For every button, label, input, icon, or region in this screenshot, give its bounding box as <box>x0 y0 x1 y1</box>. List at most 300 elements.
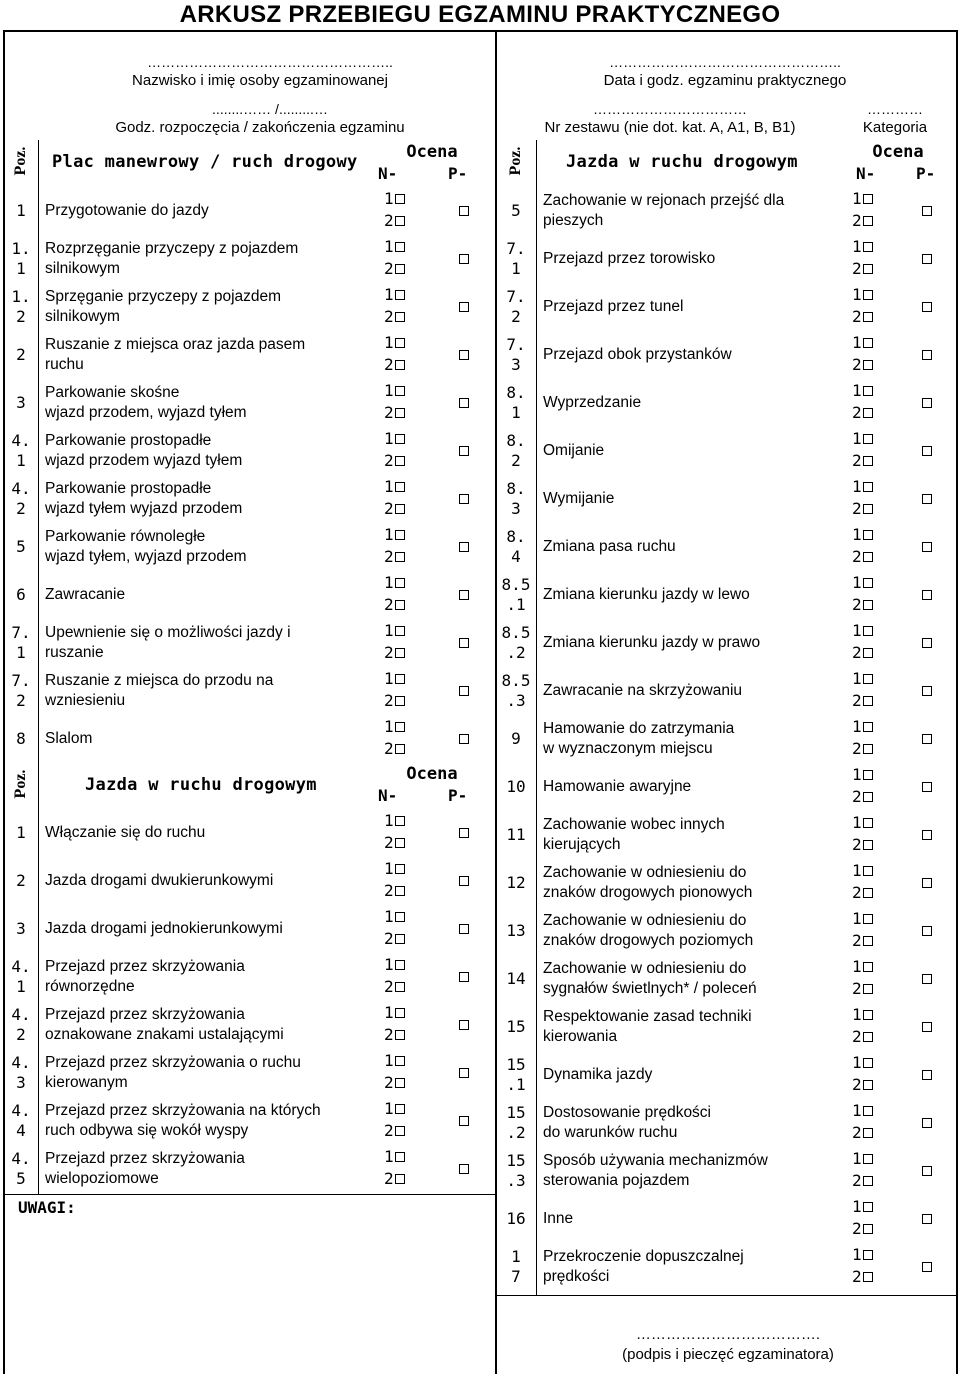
ruch-right-row-number: 8.5 .2 <box>501 623 531 662</box>
score-number: 2 <box>384 259 394 278</box>
ruch-right-n-score-1-checkbox[interactable] <box>852 1243 873 1267</box>
poz-header-left: Poz. <box>12 146 29 176</box>
ruch-right-n-score-1-checkbox[interactable] <box>852 859 873 883</box>
ruch-right-row-label: Przejazd przez tunel <box>543 298 684 315</box>
poz-header-left-lower: Poz. <box>12 769 29 799</box>
checkbox-square-icon[interactable] <box>863 552 873 562</box>
checkbox-square-icon[interactable] <box>863 866 873 876</box>
ruch-right-n-score-1-checkbox[interactable] <box>852 331 873 355</box>
plac-row-number: 4. 2 <box>11 479 31 518</box>
ruch-right-row-label: Inne <box>543 1210 574 1227</box>
ruch-right-row-label: Zachowanie w odniesieniu do znaków drogowych poziomych <box>543 912 754 949</box>
ruch-right-n-score-2-checkbox[interactable] <box>852 977 873 1001</box>
checkbox-square-icon[interactable] <box>863 194 873 204</box>
ruch-right-n-score-2-checkbox[interactable] <box>852 593 873 617</box>
ruch-left-row-label: Przejazd przez skrzyżowania na których ruch odbywa się wokół wyspy <box>45 1102 321 1139</box>
ruch-left-row-label: Jazda drogami dwukierunkowymi <box>45 872 274 889</box>
ruch-right-p-checkbox[interactable] <box>922 830 932 840</box>
category-label: Kategoria <box>862 119 928 136</box>
score-number: 1 <box>384 237 394 256</box>
ruch-right-p-checkbox[interactable] <box>922 398 932 408</box>
ruch-right-n-score-2-checkbox[interactable] <box>852 1217 873 1241</box>
ruch-right-n-score-1-checkbox[interactable] <box>852 475 873 499</box>
ruch-right-row <box>0 571 960 619</box>
n-header-ruch-left: N- <box>378 786 398 805</box>
score-number: 2 <box>852 211 862 230</box>
plac-row-number: 3 <box>16 393 26 412</box>
plac-row-number: 7. 2 <box>11 671 31 710</box>
ruch-right-p-checkbox[interactable] <box>922 1118 932 1128</box>
score-number: 2 <box>852 835 862 854</box>
score-number: 2 <box>852 1123 862 1142</box>
checkbox-square-icon[interactable] <box>863 482 873 492</box>
ruch-right-row-label: Hamowanie awaryjne <box>543 778 692 795</box>
uwagi-label: UWAGI: <box>18 1198 76 1217</box>
score-number: 1 <box>384 285 394 304</box>
checkbox-square-icon[interactable] <box>863 312 873 322</box>
score-number: 1 <box>852 909 862 928</box>
plac-row-number: 8 <box>16 729 26 748</box>
checkbox-square-icon[interactable] <box>863 914 873 924</box>
plac-row-number: 1 <box>16 201 26 220</box>
score-number: 2 <box>852 259 862 278</box>
score-number: 1 <box>384 1147 394 1166</box>
ruch-right-row-number: 1 7 <box>511 1247 521 1286</box>
ruch-right-p-checkbox[interactable] <box>922 926 932 936</box>
score-number: 1 <box>384 907 394 926</box>
checkbox-square-icon[interactable] <box>863 962 873 972</box>
checkbox-square-icon[interactable] <box>863 1058 873 1068</box>
p-header-right: P- <box>916 164 936 183</box>
score-number: 1 <box>852 429 862 448</box>
ruch-right-n-score-2-checkbox[interactable] <box>852 785 873 809</box>
score-number: 2 <box>852 499 862 518</box>
ruch-right-n-score-2-checkbox[interactable] <box>852 209 873 233</box>
score-number: 1 <box>384 955 394 974</box>
score-number: 1 <box>852 189 862 208</box>
ruch-right-p-checkbox[interactable] <box>922 254 932 264</box>
ruch-right-row-number: 8.5 .3 <box>501 671 531 710</box>
ruch-right-n-score-1-checkbox[interactable] <box>852 763 873 787</box>
checkbox-square-icon[interactable] <box>863 216 873 226</box>
ruch-right-row <box>0 715 960 763</box>
ruch-left-row-label: Przejazd przez skrzyżowania o ruchu kierowanym <box>45 1054 301 1091</box>
ruch-left-row-label: Przejazd przez skrzyżowania oznakowane znakami ustalającymi <box>45 1006 284 1043</box>
plac-row-label: Ruszanie z miejsca oraz jazda pasem ruchu <box>45 336 306 373</box>
checkbox-square-icon[interactable] <box>863 1128 873 1138</box>
score-number: 1 <box>384 1003 394 1022</box>
checkbox-square-icon[interactable] <box>863 888 873 898</box>
score-number: 1 <box>384 381 394 400</box>
ruch-right-n-score-1-checkbox[interactable] <box>852 1051 873 1075</box>
ruch-right-row-label: Zmiana kierunku jazdy w prawo <box>543 634 761 651</box>
ruch-right-p-checkbox[interactable] <box>922 542 932 552</box>
ruch-right-row-label: Sposób używania mechanizmów sterowania pojazdem <box>543 1152 768 1189</box>
score-number: 2 <box>852 883 862 902</box>
score-number: 1 <box>384 811 394 830</box>
ruch-left-row-label: Jazda drogami jednokierunkowymi <box>45 920 283 937</box>
plac-row-label: Slalom <box>45 730 93 747</box>
ruch-right-p-checkbox[interactable] <box>922 686 932 696</box>
ocena-header-plac: Ocena <box>406 142 458 162</box>
score-number: 2 <box>384 881 394 900</box>
ruch-right-n-score-1-checkbox[interactable] <box>852 283 873 307</box>
checkbox-square-icon[interactable] <box>863 1224 873 1234</box>
ruch-right-row <box>0 235 960 283</box>
checkbox-square-icon[interactable] <box>863 792 873 802</box>
ruch-right-n-score-1-checkbox[interactable] <box>852 427 873 451</box>
ruch-right-row-label: Respektowanie zasad techniki kierowania <box>543 1008 752 1045</box>
score-number: 2 <box>852 643 862 662</box>
checkbox-square-icon[interactable] <box>863 770 873 780</box>
score-number: 2 <box>384 403 394 422</box>
ruch-right-row <box>0 283 960 331</box>
score-number: 1 <box>384 429 394 448</box>
category-dots[interactable]: ………… <box>867 101 923 117</box>
ruch-left-row-label: Przejazd przez skrzyżowania wielopoziomowe <box>45 1150 245 1187</box>
checkbox-square-icon[interactable] <box>863 648 873 658</box>
ruch-left-row-label: Włączanie się do ruchu <box>45 824 206 841</box>
time-dots[interactable]: ........…… /.........… <box>212 101 328 117</box>
ruch-right-n-score-1-checkbox[interactable] <box>852 571 873 595</box>
score-number: 2 <box>852 403 862 422</box>
ruch-right-row <box>0 811 960 859</box>
score-number: 2 <box>384 977 394 996</box>
ruch-right-n-score-2-checkbox[interactable] <box>852 833 873 857</box>
plac-row-label: Parkowanie skośne wjazd przodem, wyjazd tyłem <box>45 384 247 421</box>
score-number: 2 <box>852 595 862 614</box>
ruch-right-p-checkbox[interactable] <box>922 782 932 792</box>
score-number: 1 <box>852 525 862 544</box>
ruch-right-row-number: 14 <box>506 969 526 988</box>
checkbox-square-icon[interactable] <box>863 1106 873 1116</box>
ruch-right-row <box>0 1195 960 1243</box>
ruch-right-row-number: 8. 4 <box>506 527 526 566</box>
ruch-right-p-checkbox[interactable] <box>922 1166 932 1176</box>
ruch-left-row-number: 4. 4 <box>11 1101 31 1140</box>
name-label: Nazwisko i imię osoby egzaminowanej <box>132 72 388 89</box>
ruch-right-p-checkbox[interactable] <box>922 302 932 312</box>
ruch-right-n-score-2-checkbox[interactable] <box>852 305 873 329</box>
set-label: Nr zestawu (nie dot. kat. A, A1, B, B1) <box>544 119 796 136</box>
score-number: 2 <box>852 1027 862 1046</box>
ruch-right-row <box>0 907 960 955</box>
ruch-right-row <box>0 1099 960 1147</box>
frame-top-border <box>3 30 958 32</box>
score-number: 1 <box>384 333 394 352</box>
ruch-right-n-score-2-checkbox[interactable] <box>852 1265 873 1289</box>
checkbox-square-icon[interactable] <box>863 408 873 418</box>
ruch-right-row-number: 13 <box>506 921 526 940</box>
plac-row-label: Parkowanie równoległe wjazd tyłem, wyjazd przodem <box>45 528 247 565</box>
score-number: 2 <box>384 739 394 758</box>
score-number: 1 <box>384 525 394 544</box>
plac-row-number: 2 <box>16 345 26 364</box>
checkbox-square-icon[interactable] <box>863 722 873 732</box>
score-number: 1 <box>852 1005 862 1024</box>
ruch-right-p-checkbox[interactable] <box>922 878 932 888</box>
ruch-right-row-number: 8. 2 <box>506 431 526 470</box>
ruch-left-row-number: 2 <box>16 871 26 890</box>
ruch-left-row-number: 3 <box>16 919 26 938</box>
score-number: 2 <box>852 931 862 950</box>
ruch-right-row <box>0 859 960 907</box>
ruch-right-p-checkbox[interactable] <box>922 350 932 360</box>
ruch-right-n-score-2-checkbox[interactable] <box>852 1121 873 1145</box>
ruch-right-row-number: 15 .1 <box>506 1055 526 1094</box>
ruch-right-row-number: 9 <box>511 729 521 748</box>
score-number: 1 <box>852 1053 862 1072</box>
plac-row-number: 4. 1 <box>11 431 31 470</box>
date-dots[interactable]: ………………………………………….. <box>609 54 841 70</box>
n-header-plac: N- <box>378 164 398 183</box>
ruch-right-row <box>0 667 960 715</box>
plac-row-number: 1. 1 <box>11 239 31 278</box>
ruch-right-n-score-1-checkbox[interactable] <box>852 235 873 259</box>
score-number: 1 <box>852 237 862 256</box>
ruch-right-row-number: 15 .2 <box>506 1103 526 1142</box>
ruch-right-row <box>0 379 960 427</box>
ruch-right-p-checkbox[interactable] <box>922 1262 932 1272</box>
ruch-right-row <box>0 331 960 379</box>
ruch-right-n-score-1-checkbox[interactable] <box>852 715 873 739</box>
ruch-right-p-checkbox[interactable] <box>922 494 932 504</box>
ruch-right-p-checkbox[interactable] <box>922 638 932 648</box>
ruch-right-row-label: Wymijanie <box>543 490 615 507</box>
score-number: 1 <box>852 477 862 496</box>
ruch-right-n-score-2-checkbox[interactable] <box>852 257 873 281</box>
ruch-right-row-number: 7. 1 <box>506 239 526 278</box>
score-number: 2 <box>384 929 394 948</box>
ruch-left-row-number: 4. 5 <box>11 1149 31 1188</box>
set-dots[interactable]: …………………………… <box>593 101 747 117</box>
checkbox-square-icon[interactable] <box>863 818 873 828</box>
ruch-right-p-checkbox[interactable] <box>922 1214 932 1224</box>
ruch-right-n-score-1-checkbox[interactable] <box>852 955 873 979</box>
ruch-right-p-checkbox[interactable] <box>922 206 932 216</box>
ruch-right-row <box>0 1147 960 1195</box>
checkbox-square-icon[interactable] <box>863 840 873 850</box>
ruch-right-p-checkbox[interactable] <box>922 446 932 456</box>
ruch-right-n-score-1-checkbox[interactable] <box>852 1003 873 1027</box>
plac-section-title: Plac manewrowy / ruch drogowy <box>52 152 358 172</box>
checkbox-square-icon[interactable] <box>863 264 873 274</box>
score-number: 1 <box>852 669 862 688</box>
score-number: 1 <box>852 765 862 784</box>
ruch-right-n-score-2-checkbox[interactable] <box>852 737 873 761</box>
score-number: 2 <box>384 1025 394 1044</box>
ruch-right-row-label: Hamowanie do zatrzymania w wyznaczonym miejscu <box>543 720 735 757</box>
form-title: ARKUSZ PRZEBIEGU EGZAMINU PRAKTYCZNEGO <box>179 1 781 28</box>
score-number: 2 <box>852 979 862 998</box>
ruch-right-row-number: 8. 3 <box>506 479 526 518</box>
checkbox-square-icon[interactable] <box>863 626 873 636</box>
score-number: 1 <box>384 621 394 640</box>
checkbox-square-icon[interactable] <box>863 290 873 300</box>
score-number: 2 <box>384 1121 394 1140</box>
score-number: 2 <box>852 547 862 566</box>
poz-header-right: Poz. <box>507 146 524 176</box>
checkbox-square-icon[interactable] <box>863 338 873 348</box>
checkbox-square-icon[interactable] <box>863 434 873 444</box>
ruch-right-row <box>0 955 960 1003</box>
ruch-right-row-label: Wyprzedzanie <box>543 394 642 411</box>
checkbox-square-icon[interactable] <box>863 504 873 514</box>
ruch-right-n-score-2-checkbox[interactable] <box>852 929 873 953</box>
ruch-right-row-number: 12 <box>506 873 526 892</box>
checkbox-square-icon[interactable] <box>863 696 873 706</box>
ruch-right-row <box>0 523 960 571</box>
checkbox-square-icon[interactable] <box>863 1154 873 1164</box>
ruch-right-row-number: 11 <box>506 825 526 844</box>
plac-row-label: Parkowanie prostopadłe wjazd tyłem wyjazd przodem <box>45 480 243 517</box>
ruch-right-row-label: Przejazd przez torowisko <box>543 250 716 267</box>
ruch-right-p-checkbox[interactable] <box>922 590 932 600</box>
signature-dots[interactable]: ………………………………. <box>635 1326 821 1343</box>
score-number: 2 <box>384 1073 394 1092</box>
ruch-right-row-number: 16 <box>506 1209 526 1228</box>
score-number: 1 <box>384 1051 394 1070</box>
ruch-right-row-number: 15 .3 <box>506 1151 526 1190</box>
score-number: 1 <box>384 1099 394 1118</box>
ruch-right-n-score-2-checkbox[interactable] <box>852 545 873 569</box>
ruch-right-row-label: Zachowanie w odniesieniu do sygnałów świetlnych* / poleceń <box>543 960 757 997</box>
score-number: 2 <box>384 643 394 662</box>
score-number: 2 <box>852 1075 862 1094</box>
ruch-right-n-score-1-checkbox[interactable] <box>852 1195 873 1219</box>
ruch-left-section-title: Jazda w ruchu drogowym <box>85 775 317 795</box>
time-label: Godz. rozpoczęcia / zakończenia egzaminu <box>115 119 405 136</box>
score-number: 2 <box>852 1267 862 1286</box>
uwagi-top-line <box>3 1194 495 1195</box>
checkbox-square-icon[interactable] <box>863 600 873 610</box>
checkbox-square-icon[interactable] <box>863 530 873 540</box>
score-number: 1 <box>384 859 394 878</box>
ruch-right-row <box>0 475 960 523</box>
score-number: 1 <box>852 381 862 400</box>
checkbox-square-icon[interactable] <box>863 456 873 466</box>
ruch-left-row-number: 4. 3 <box>11 1053 31 1092</box>
ruch-right-row-label: Przekroczenie dopuszczalnej prędkości <box>543 1248 744 1285</box>
ruch-right-n-score-1-checkbox[interactable] <box>852 907 873 931</box>
ruch-right-n-score-2-checkbox[interactable] <box>852 1025 873 1049</box>
score-number: 2 <box>852 1171 862 1190</box>
score-number: 1 <box>852 1245 862 1264</box>
ruch-right-row <box>0 619 960 667</box>
checkbox-square-icon[interactable] <box>863 1202 873 1212</box>
ruch-right-n-score-2-checkbox[interactable] <box>852 1169 873 1193</box>
ruch-right-row-label: Dostosowanie prędkości do warunków ruchu <box>543 1104 712 1141</box>
checkbox-square-icon[interactable] <box>863 1032 873 1042</box>
checkbox-square-icon[interactable] <box>863 386 873 396</box>
score-number: 2 <box>384 833 394 852</box>
ruch-right-row <box>0 1051 960 1099</box>
n-header-right: N- <box>856 164 876 183</box>
ruch-right-row-number: 15 <box>506 1017 526 1036</box>
signature-top-line <box>497 1295 958 1296</box>
checkbox-square-icon[interactable] <box>863 1176 873 1186</box>
score-number: 2 <box>852 1219 862 1238</box>
checkbox-square-icon[interactable] <box>863 1250 873 1260</box>
ruch-right-row-number: 5 <box>511 201 521 220</box>
checkbox-square-icon[interactable] <box>863 360 873 370</box>
plac-row-label: Parkowanie prostopadłe wjazd przodem wyjazd tyłem <box>45 432 243 469</box>
ruch-right-n-score-1-checkbox[interactable] <box>852 811 873 835</box>
p-header-ruch-left: P- <box>448 786 468 805</box>
ruch-left-row-label: Przejazd przez skrzyżowania równorzędne <box>45 958 245 995</box>
ruch-right-row-number: 8.5 .1 <box>501 575 531 614</box>
score-number: 1 <box>852 1197 862 1216</box>
ruch-right-row-number: 7. 2 <box>506 287 526 326</box>
ruch-right-p-checkbox[interactable] <box>922 1022 932 1032</box>
ruch-right-row-number: 8. 1 <box>506 383 526 422</box>
checkbox-square-icon[interactable] <box>863 674 873 684</box>
checkbox-square-icon[interactable] <box>863 1080 873 1090</box>
score-number: 2 <box>852 451 862 470</box>
ruch-right-row-label: Omijanie <box>543 442 605 459</box>
ruch-right-n-score-1-checkbox[interactable] <box>852 379 873 403</box>
ruch-right-n-score-1-checkbox[interactable] <box>852 667 873 691</box>
ruch-right-n-score-2-checkbox[interactable] <box>852 401 873 425</box>
score-number: 1 <box>852 285 862 304</box>
ruch-right-row-label: Zawracanie na skrzyżowaniu <box>543 682 743 699</box>
ruch-right-n-score-2-checkbox[interactable] <box>852 881 873 905</box>
score-number: 1 <box>384 717 394 736</box>
ruch-right-p-checkbox[interactable] <box>922 974 932 984</box>
ruch-right-n-score-1-checkbox[interactable] <box>852 1099 873 1123</box>
score-number: 1 <box>384 477 394 496</box>
ruch-left-row-number: 4. 2 <box>11 1005 31 1044</box>
plac-row-label: Ruszanie z miejsca do przodu na wzniesieniu <box>45 672 274 709</box>
plac-row-label: Przygotowanie do jazdy <box>45 202 209 219</box>
ruch-right-n-score-1-checkbox[interactable] <box>852 619 873 643</box>
ruch-right-n-score-2-checkbox[interactable] <box>852 497 873 521</box>
ruch-right-n-score-2-checkbox[interactable] <box>852 353 873 377</box>
checkbox-square-icon[interactable] <box>863 984 873 994</box>
ruch-right-p-checkbox[interactable] <box>922 1070 932 1080</box>
checkbox-square-icon[interactable] <box>863 578 873 588</box>
score-number: 1 <box>384 573 394 592</box>
ruch-right-n-score-1-checkbox[interactable] <box>852 187 873 211</box>
ruch-right-n-score-2-checkbox[interactable] <box>852 641 873 665</box>
checkbox-square-icon[interactable] <box>863 744 873 754</box>
plac-row-label: Rozprzęganie przyczepy z pojazdem silnikowym <box>45 240 299 277</box>
ruch-right-row-label: Zachowanie wobec innych kierujących <box>543 816 725 853</box>
score-number: 2 <box>852 355 862 374</box>
ruch-right-row-label: Zmiana kierunku jazdy w lewo <box>543 586 750 603</box>
checkbox-square-icon[interactable] <box>863 936 873 946</box>
score-number: 1 <box>852 717 862 736</box>
ruch-right-n-score-1-checkbox[interactable] <box>852 1147 873 1171</box>
checkbox-square-icon[interactable] <box>863 1272 873 1282</box>
checkbox-square-icon[interactable] <box>863 1010 873 1020</box>
ruch-right-n-score-2-checkbox[interactable] <box>852 689 873 713</box>
score-number: 1 <box>852 957 862 976</box>
score-number: 1 <box>384 189 394 208</box>
name-dots[interactable]: …………………………………………….. <box>147 54 393 70</box>
ruch-right-n-score-1-checkbox[interactable] <box>852 523 873 547</box>
score-number: 1 <box>852 333 862 352</box>
score-number: 1 <box>852 621 862 640</box>
ruch-right-n-score-2-checkbox[interactable] <box>852 1073 873 1097</box>
score-number: 2 <box>384 211 394 230</box>
score-number: 1 <box>852 573 862 592</box>
score-number: 1 <box>852 861 862 880</box>
ruch-right-row-label: Dynamika jazdy <box>543 1066 653 1083</box>
checkbox-square-icon[interactable] <box>863 242 873 252</box>
ruch-right-p-checkbox[interactable] <box>922 734 932 744</box>
ruch-right-n-score-2-checkbox[interactable] <box>852 449 873 473</box>
